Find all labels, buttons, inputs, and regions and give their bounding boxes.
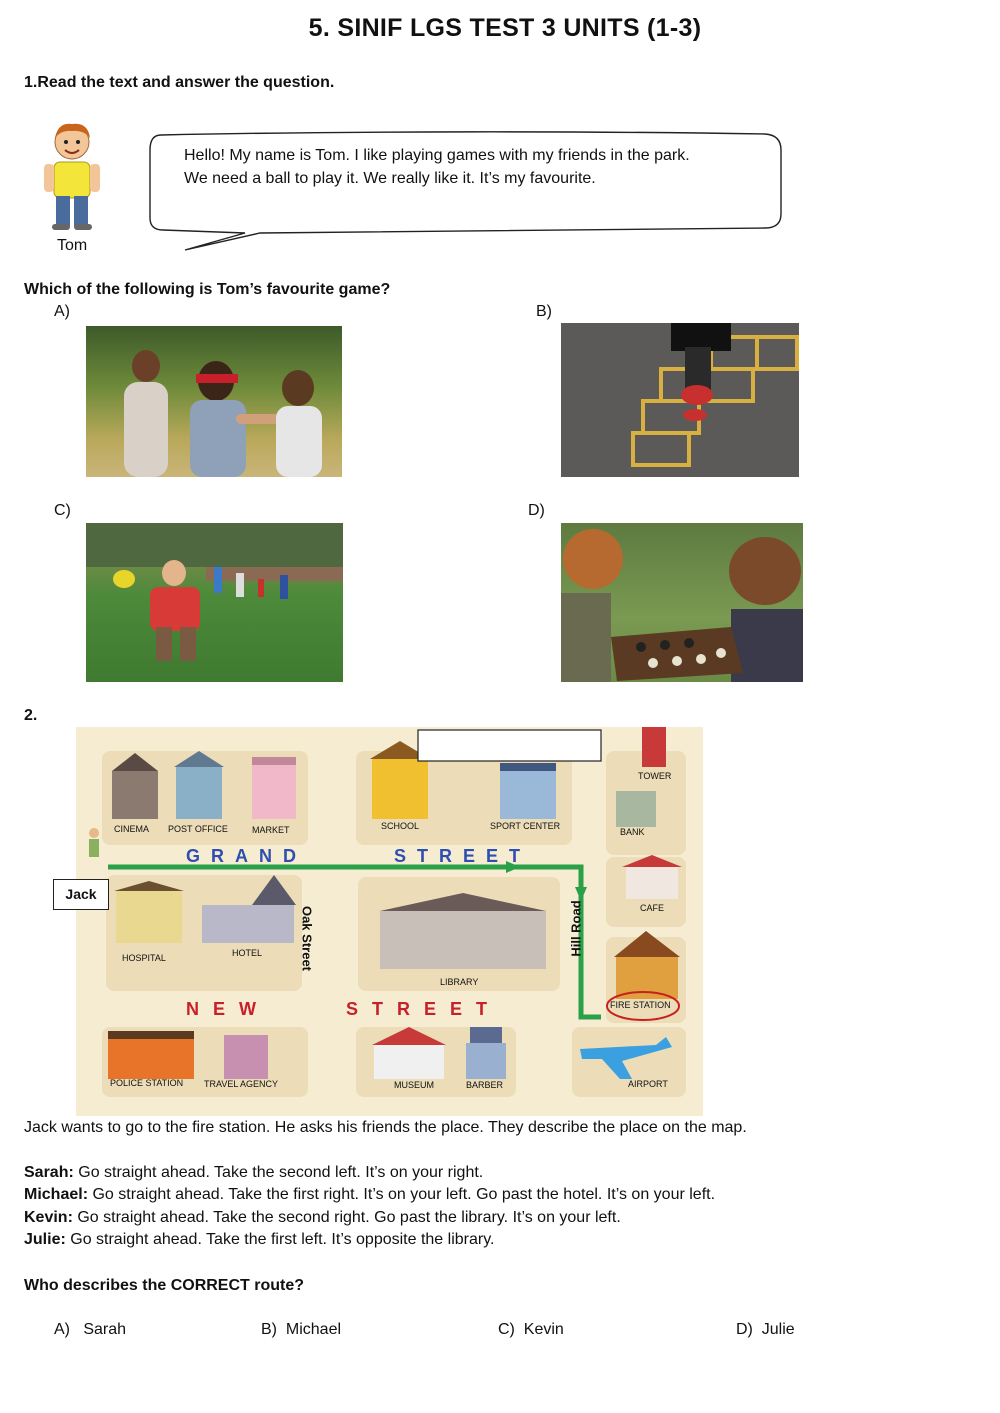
option-c-image [86, 523, 343, 682]
answer-c[interactable]: C) Kevin [498, 1321, 564, 1338]
answer-d[interactable]: D) Julie [736, 1321, 795, 1338]
label-police-station: POLICE STATION [110, 1078, 184, 1088]
option-c-label: C) [54, 502, 71, 519]
label-tower: TOWER [638, 771, 672, 781]
label-museum: MUSEUM [394, 1080, 434, 1090]
tom-figure [36, 118, 104, 232]
label-barber: BARBER [466, 1080, 504, 1090]
label-post-office: POST OFFICE [168, 824, 228, 834]
q2-question: Who describes the CORRECT route? [24, 1277, 305, 1294]
option-a-image [86, 326, 342, 477]
q1-instruction: 1.Read the text and answer the question. [24, 74, 335, 91]
answer-b[interactable]: B) Michael [261, 1321, 342, 1338]
label-hotel: HOTEL [232, 948, 263, 958]
label-library: LIBRARY [440, 977, 479, 987]
bubble-line-1: Hello! My name is Tom. I like playing games with my friends in the park. [184, 147, 690, 164]
label-cinema: CINEMA [114, 824, 150, 834]
jack-label: Jack [53, 879, 109, 910]
answer-a[interactable]: A) Sarah [54, 1321, 127, 1338]
speaker-name: Tom [57, 237, 88, 254]
description-julie: Julie: Go straight ahead. Take the first left. It’s opposite the library. [24, 1231, 495, 1248]
description-michael: Michael: Go straight ahead. Take the first right. It’s on your left. Go past the hotel. It’s on your left. [24, 1186, 716, 1203]
street-new-street: STREET [346, 999, 502, 1019]
option-b-label: B) [536, 303, 552, 320]
town-map [76, 727, 703, 1116]
street-new: NEW [186, 999, 270, 1019]
street-oak: Oak Street [299, 905, 315, 972]
bubble-line-2: We need a ball to play it. We really like it. It’s my favourite. [184, 170, 596, 187]
label-fire-station: FIRE STATION [610, 1000, 671, 1010]
label-market: MARKET [252, 825, 290, 835]
description-sarah: Sarah: Go straight ahead. Take the second left. It’s on your right. [24, 1164, 484, 1181]
q2-intro: Jack wants to go to the fire station. He asks his friends the place. They describe the place on the map. [24, 1119, 747, 1136]
label-school: SCHOOL [381, 821, 420, 831]
label-airport: AIRPORT [628, 1079, 668, 1089]
option-d-label: D) [528, 502, 545, 519]
q2-number: 2. [24, 707, 38, 724]
option-b-image [561, 323, 799, 477]
q1-question: Which of the following is Tom’s favourite game? [24, 281, 391, 298]
label-sport-center: SPORT CENTER [490, 821, 561, 831]
description-kevin: Kevin: Go straight ahead. Take the second right. Go past the library. It’s on your left. [24, 1209, 621, 1226]
label-hospital: HOSPITAL [122, 953, 166, 963]
label-cafe: CAFE [640, 903, 665, 913]
street-hill: Hill Road [568, 900, 584, 957]
street-grand: GRAND [186, 846, 307, 866]
option-d-image [561, 523, 803, 682]
label-travel-agency: TRAVEL AGENCY [204, 1079, 279, 1089]
label-bank: BANK [620, 827, 645, 837]
page-title: 5. SINIF LGS TEST 3 UNITS (1-3) [308, 14, 702, 42]
option-a-label: A) [54, 303, 70, 320]
street-grand-street: STREET [394, 846, 532, 866]
